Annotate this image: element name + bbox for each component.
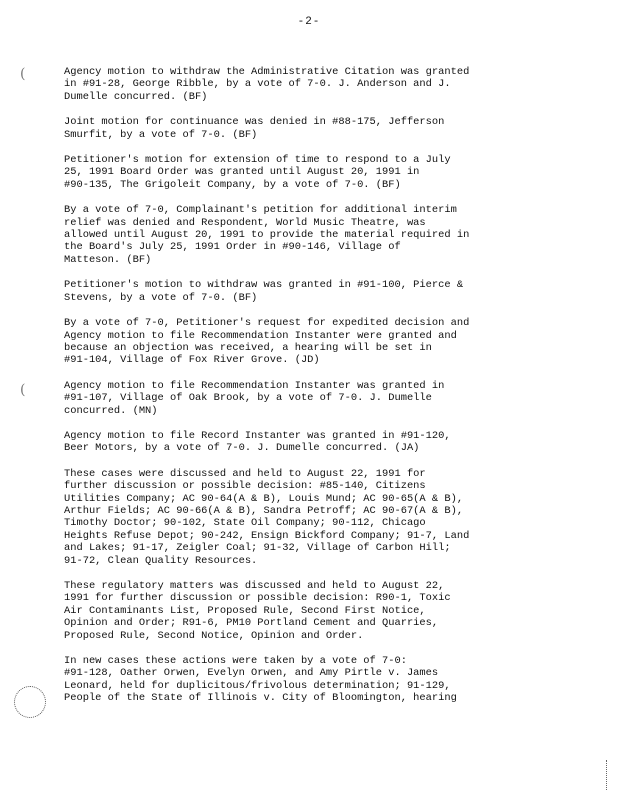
edge-dots <box>606 760 609 790</box>
paragraph: Petitioner's motion to withdraw was granted in #91-100, Pierce & Stevens, by a vote of 7-0. (BF) <box>64 279 464 304</box>
page-number: -2- <box>297 16 321 28</box>
document-body <box>64 66 544 718</box>
paragraph: By a vote of 7-0, Petitioner's request for expedited decision and Agency motion to file Recommendation Instanter were granted and because an objection was received, a hearing will be set in #91-104, Village of Fox River Grove. (JD) <box>64 317 470 367</box>
margin-mark: ( <box>20 382 26 398</box>
paragraph: Agency motion to withdraw the Administrative Citation was granted in #91-28, George Ribble, by a vote of 7-0. J. Anderson and J. Dumelle concurred. (BF) <box>64 66 470 103</box>
paragraph: These cases were discussed and held to August 22, 1991 for further discussion or possible decision: #85-140, Citizens Utilities Company; AC 90-64(A & B), Louis Mund; AC 90-65(A & B), Arthur Fields; AC 90-66(A & B), Sandra Petroff; AC 90-67(A & B), Timothy Doctor; 90-102, State Oil Company; 90-112, Chicago Heights Refuse Depot; 90-242, Ensign Bickford Company; 91-7, Land and Lakes; 91-17, Zeigler Coal; 91-32, Village of Carbon Hill; 91-72, Clean Quality Resources. <box>64 467 470 567</box>
paragraph: These regulatory matters was discussed and held to August 22, 1991 for further discussion or possible decision: R90-1, Toxic Air Contaminants List, Proposed Rule, Second First Notice, Opinion and Order; R91-6, PM10 Portland Cement and Quarries, Proposed Rule, Second Notice, Opinion and Order. <box>64 580 451 642</box>
paragraph: Petitioner's motion for extension of time to respond to a July 25, 1991 Board Order was granted until August 20, 1991 in #90-135, The Grigoleit Company, by a vote of 7-0. (BF) <box>64 154 451 191</box>
paragraph: Agency motion to file Recommendation Instanter was granted in #91-107, Village of Oak Brook, by a vote of 7-0. J. Dumelle concurred. (MN) <box>64 379 445 417</box>
seal-mark <box>14 686 46 718</box>
paragraph: In new cases these actions were taken by a vote of 7-0: #91-128, Oather Orwen, Evelyn Orwen, and Amy Pirtle v. James Leonard, held for duplicitous/frivolous determination; 91-129, People of the State of Illinois v. City of Bloomington, hearing <box>64 655 457 705</box>
paragraph: Agency motion to file Record Instanter was granted in #91-120, Beer Motors, by a vote of 7-0. J. Dumelle concurred. (JA) <box>64 429 451 455</box>
margin-mark: ( <box>20 66 26 82</box>
paragraph: By a vote of 7-0, Complainant's petition for additional interim relief was denied and Respondent, World Music Theatre, was allowed until August 20, 1991 to provide the material required in the Board's July 25, 1991 Order in #90-146, Village of Matteson. (BF) <box>64 204 470 266</box>
paragraph: Joint motion for continuance was denied in #88-175, Jefferson Smurfit, by a vote of 7-0. (BF) <box>64 116 445 141</box>
